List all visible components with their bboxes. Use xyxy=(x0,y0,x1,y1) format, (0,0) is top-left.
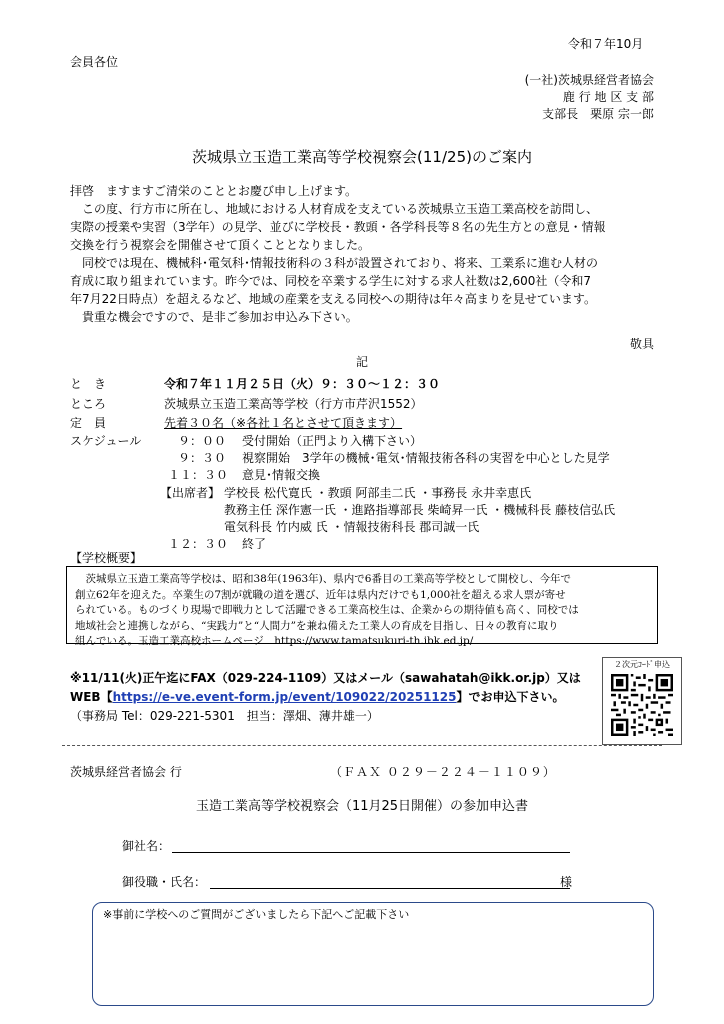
paragraph-2-line-2: 育成に取り組まれています。昨今では、同校を卒業する学生に対する求人社数は2,600社（令和7 xyxy=(70,274,592,288)
sama-suffix: 様 xyxy=(560,875,573,889)
end-text: 終了 xyxy=(242,537,267,551)
when-value: 令和７年１１月２５日（火）９：３０～１２：３０ xyxy=(164,377,441,391)
greeting: 拝啓 ますますご清栄のこととお慶び申し上げます。 xyxy=(70,184,358,198)
company-input-line[interactable] xyxy=(172,852,570,853)
paragraph-2-line-1: 同校では現在、機械科･電気科･情報技術科の３科が設置されており、将来、工業系に進む人材の xyxy=(70,256,599,270)
capacity-value: 先着３０名（※各社１名とさせて頂きます） xyxy=(164,416,403,430)
paragraph-3: 貴重な機会ですので、是非ご参加お申込み下さい。 xyxy=(70,310,358,324)
ki-heading: 記 xyxy=(356,355,369,369)
cut-line-divider xyxy=(62,745,662,746)
document-date: 令和７年10月 xyxy=(568,37,644,51)
qr-code-box xyxy=(602,657,682,745)
sender-organization: (一社)茨城県経営者協会 xyxy=(524,73,654,87)
questions-input-box[interactable] xyxy=(92,902,654,1006)
paragraph-1-line-1: この度、行方市に所在し、地域における人材育成を支えている茨城県立玉造工業高校を訪問し、 xyxy=(70,202,599,216)
schedule-text-3: 意見･情報交換 xyxy=(242,468,321,482)
sender-chief: 支部長 栗原 宗一郎 xyxy=(542,107,654,121)
end-time: １２：３０ xyxy=(168,537,229,551)
overview-line-5: 組んでいる。玉造工業高校ホームページ https://www.tamatsukuri-th.ibk.ed.jp/ xyxy=(75,635,474,647)
overview-line-4: 地域社会と連携しながら、“実践力”と“人間力”を兼ね備えた工業人の育成を目指し、日々の教育に取り xyxy=(75,619,559,632)
overview-label: 【学校概要】 xyxy=(70,551,143,565)
form-fax: （ＦＡＸ ０２９－２２４－１１０９） xyxy=(330,765,556,779)
form-title: 玉造工業高等学校視察会（11月25日開催）の参加申込書 xyxy=(195,799,529,814)
form-addressee: 茨城県経営者協会 行 xyxy=(70,765,182,779)
addressee: 会員各位 xyxy=(70,55,119,69)
attendees-label: 【出席者】 xyxy=(160,486,221,500)
where-value: 茨城県立玉造工業高等学校（行方市芹沢1552） xyxy=(164,397,423,411)
paragraph-1-line-2: 実際の授業や実習（3学年）の見学、並びに学校長・教頭・各学科長等８名の先生方との意見・情報 xyxy=(70,220,606,234)
event-form-link[interactable]: https://e-ve.event-form.jp/event/109022/20251125 xyxy=(112,690,457,704)
paragraph-1-line-3: 交換を行う視察会を開催させて頂くこととなりました。 xyxy=(70,238,371,252)
sender-branch: 鹿 行 地 区 支 部 xyxy=(562,90,654,104)
questions-note: ※事前に学校へのご質問がございましたら下記へご記載下さい xyxy=(103,908,410,921)
school-overview-box xyxy=(66,566,658,647)
page-title: 茨城県立玉造工業高等学校視察会(11/25)のご案内 xyxy=(192,148,532,166)
paragraph-2-line-3: 年7月22日時点）を超えるなど、地域の産業を支える同校への期待は年々高まりを見せています。 xyxy=(70,292,596,306)
capacity-label: 定 員 xyxy=(70,416,107,430)
schedule-time-3: １１：３０ xyxy=(168,468,229,482)
application-web-line xyxy=(70,689,565,705)
schedule-text-1: 受付開始（正門より入構下さい） xyxy=(242,434,423,448)
company-label: 御社名： xyxy=(122,839,171,853)
overview-line-2: 創立62年を迎えた。卒業生の7割が就職の道を選び、近年は県内だけでも1,000社を超える求人票が寄せ xyxy=(75,588,566,601)
schedule-label: スケジュール xyxy=(70,434,142,448)
schedule-time-2: ９：３０ xyxy=(178,451,227,465)
closing-keigu: 敬具 xyxy=(630,337,655,351)
when-label: と き xyxy=(70,377,107,391)
where-label: ところ xyxy=(70,397,107,411)
attendees-line-1: 学校長 松代寛氏 ・教頭 阿部圭二氏 ・事務長 永井幸恵氏 xyxy=(224,486,532,500)
overview-line-1: 茨城県立玉造工業高等学校は、昭和38年(1963年)、県内で6番目の工業高等学校として開校し、今年で xyxy=(75,573,571,585)
web-suffix: 】でお申込下さい。 xyxy=(456,690,565,704)
attendees-line-2: 教務主任 深作憲一氏 ・進路指導部長 柴崎昇一氏 ・機械科長 藤枝信弘氏 xyxy=(224,503,616,517)
qr-code-icon[interactable] xyxy=(611,674,673,736)
body-text xyxy=(70,182,606,326)
qr-label: ２次元ｺｰﾄﾞ申込 xyxy=(614,660,670,669)
overview-line-3: られている。ものづくり現場で即戦力として活躍できる工業高校生は、企業からの期待値も高く、同校では xyxy=(75,604,579,616)
application-instructions: ※11/11(火)正午迄にFAX（029-224-1109）又はメール（sawahatah@ikk.or.jp）又は xyxy=(70,671,581,685)
name-input-line[interactable] xyxy=(210,888,570,889)
office-contact: （事務局 Tel：029-221-5301 担当：澤畑、薄井雄一） xyxy=(70,709,379,723)
name-label: 御役職・氏名： xyxy=(122,875,207,889)
attendees-line-3: 電気科長 竹内威 氏 ・情報技術科長 郡司誠一氏 xyxy=(224,520,480,534)
web-prefix: WEB【 xyxy=(70,690,113,704)
schedule-time-1: ９：００ xyxy=(178,434,227,448)
schedule-text-2: 視察開始 3学年の機械･電気･情報技術各科の実習を中心とした見学 xyxy=(242,451,610,465)
